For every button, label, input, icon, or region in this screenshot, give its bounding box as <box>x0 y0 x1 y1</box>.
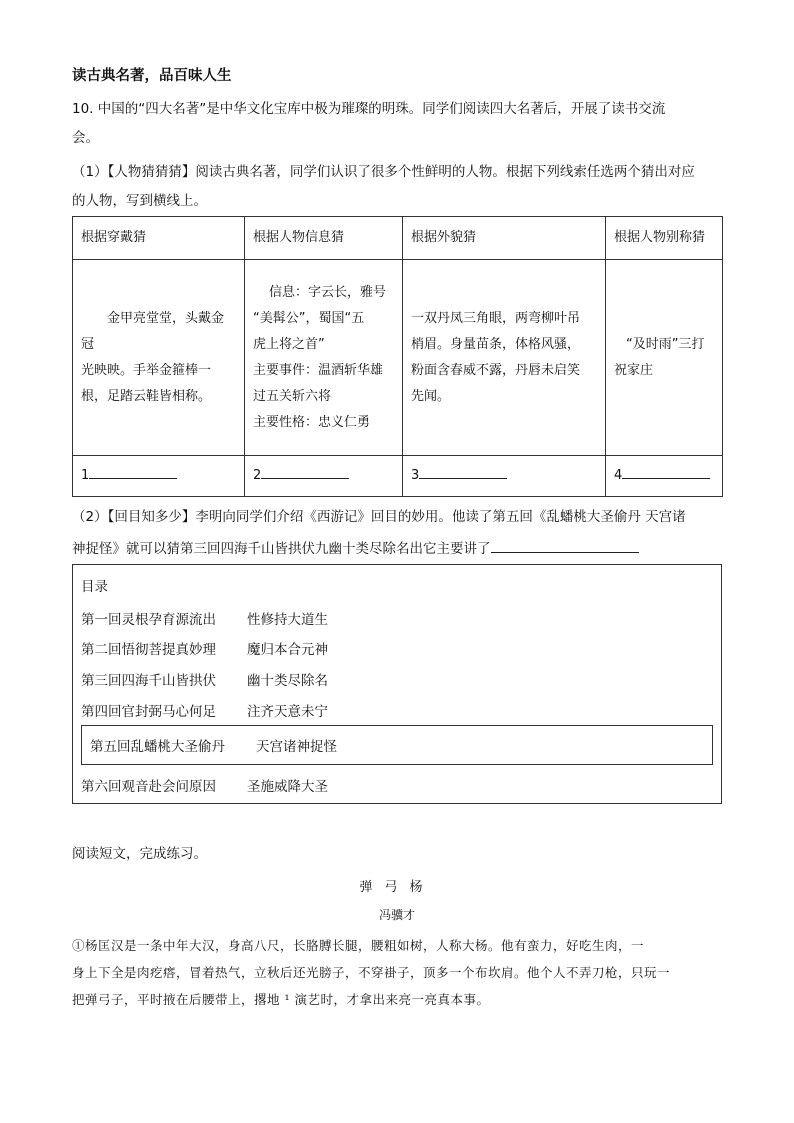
clue-line: 光映映。手举金箍棒一 <box>81 362 212 378</box>
clue-line: 主要性格：忠义仁勇 <box>253 414 371 430</box>
part1-line-2: 的人物，写到横线上。 <box>72 193 207 209</box>
clue-line: 先闻。 <box>411 388 451 404</box>
clue-line: 虎上将之首” <box>253 336 325 352</box>
question-10-line-1: 10. 中国的“四大名著”是中华文化宝库中极为璀璨的明珠。同学们阅读四大名著后，开展了读书交流 <box>72 101 666 117</box>
paragraph-line: ①杨匡汉是一条中年大汉，身高八尺，长胳膊长腿，腰粗如树，人称大杨。他有蛮力，好吃生肉，一 <box>72 938 645 953</box>
answer-cell-1 <box>73 456 245 497</box>
table-header-row <box>73 217 723 260</box>
clue-info <box>245 260 403 456</box>
table-header: 根据人物信息猜 <box>245 217 403 260</box>
clue-appearance <box>403 260 606 456</box>
answer-cell-3 <box>403 456 606 497</box>
toc-item: 第四回官封弼马心何足 注齐天意未宁 <box>81 704 328 720</box>
clue-line: 信息：字云长，雅号 <box>269 284 387 300</box>
answer-cell-4 <box>606 456 723 497</box>
answer-blank[interactable] <box>261 464 349 479</box>
answer-label: 1 <box>81 468 90 483</box>
answer-blank[interactable] <box>622 464 710 479</box>
clue-line: 梢眉。身量苗条，体格风骚， <box>411 336 581 352</box>
toc-item: 第一回灵根孕育源流出 性修持大道生 <box>81 612 328 628</box>
table-clue-row <box>73 260 723 456</box>
toc-item: 第三回四海千山皆拱伏 幽十类尽除名 <box>81 673 328 689</box>
answer-cell-2 <box>245 456 403 497</box>
answer-label: 2 <box>253 468 262 483</box>
toc-item: 第六回观音赴会问原因 圣施威降大圣 <box>81 779 328 795</box>
toc-item: 第二回悟彻菩提真妙理 魔归本合元神 <box>81 642 328 658</box>
table-of-contents <box>72 564 722 804</box>
clue-line: 粉面含春威不露，丹唇未启笑 <box>411 362 581 378</box>
section-heading: 读古典名著，品百味人生 <box>72 68 232 84</box>
clue-line: 金甲亮堂堂，头戴金冠 <box>81 310 225 352</box>
part2-answer-blank[interactable] <box>491 538 639 553</box>
part2-text: 神捉怪》就可以猜第三回四海千山皆拱伏九幽十类尽除名出它主要讲了 <box>72 541 491 557</box>
article-paragraph-1 <box>72 932 722 1013</box>
article-author: 冯骥才 <box>378 908 415 922</box>
table-header: 根据穿戴猜 <box>73 217 245 260</box>
answer-label: 4 <box>614 468 623 483</box>
paragraph-line: 身上下全是肉疙瘩，冒着热气，立秋后还光膀子，不穿褂子，顶多一个布坎肩。他个人不弄刀枪，只玩一 <box>72 965 671 980</box>
clue-line: 祝家庄 <box>614 362 654 378</box>
part2-line-1: （2）【回目知多少】李明向同学们介绍《西游记》回目的妙用。他读了第五回《乱蟠桃大圣偷丹 天宫诸 <box>72 509 686 525</box>
character-guess-table <box>72 216 723 497</box>
clue-line: “美髯公”，蜀国“五 <box>253 310 365 326</box>
clue-line: 主要事件：温酒斩华雄 <box>253 362 384 378</box>
clue-line: 过五关斩六将 <box>253 388 332 404</box>
toc-title: 目录 <box>81 579 108 595</box>
toc-highlight-box <box>81 725 713 765</box>
toc-item-highlighted: 第五回乱蟠桃大圣偷丹 天宫诸神捉怪 <box>90 739 337 755</box>
paragraph-line: 把弹弓子，平时掖在后腰带上，撂地 ¹ 演艺时，才拿出来亮一亮真本事。 <box>72 992 490 1007</box>
clue-line: “及时雨”三打 <box>626 336 705 352</box>
answer-label: 3 <box>411 468 420 483</box>
clue-line: 一双丹凤三角眼，两弯柳叶吊 <box>411 310 581 326</box>
part2-line-2 <box>72 538 639 559</box>
part1-line-1: （1）【人物猜猜猜】阅读古典名著，同学们认识了很多个性鲜明的人物。根据下列线索任选两个猜出对应 <box>72 164 695 180</box>
question-10-line-2: 会。 <box>72 130 99 146</box>
clue-attire <box>73 260 245 456</box>
article-title: 弹弓杨 <box>359 880 435 895</box>
clue-nickname <box>606 260 723 456</box>
table-header: 根据人物别称猜 <box>606 217 723 260</box>
table-header: 根据外貌猜 <box>403 217 606 260</box>
table-answer-row <box>73 456 723 497</box>
answer-blank[interactable] <box>89 464 177 479</box>
clue-line: 根，足踏云鞋皆相称。 <box>81 388 212 404</box>
answer-blank[interactable] <box>419 464 507 479</box>
reading-instruction: 阅读短文，完成练习。 <box>72 846 207 862</box>
